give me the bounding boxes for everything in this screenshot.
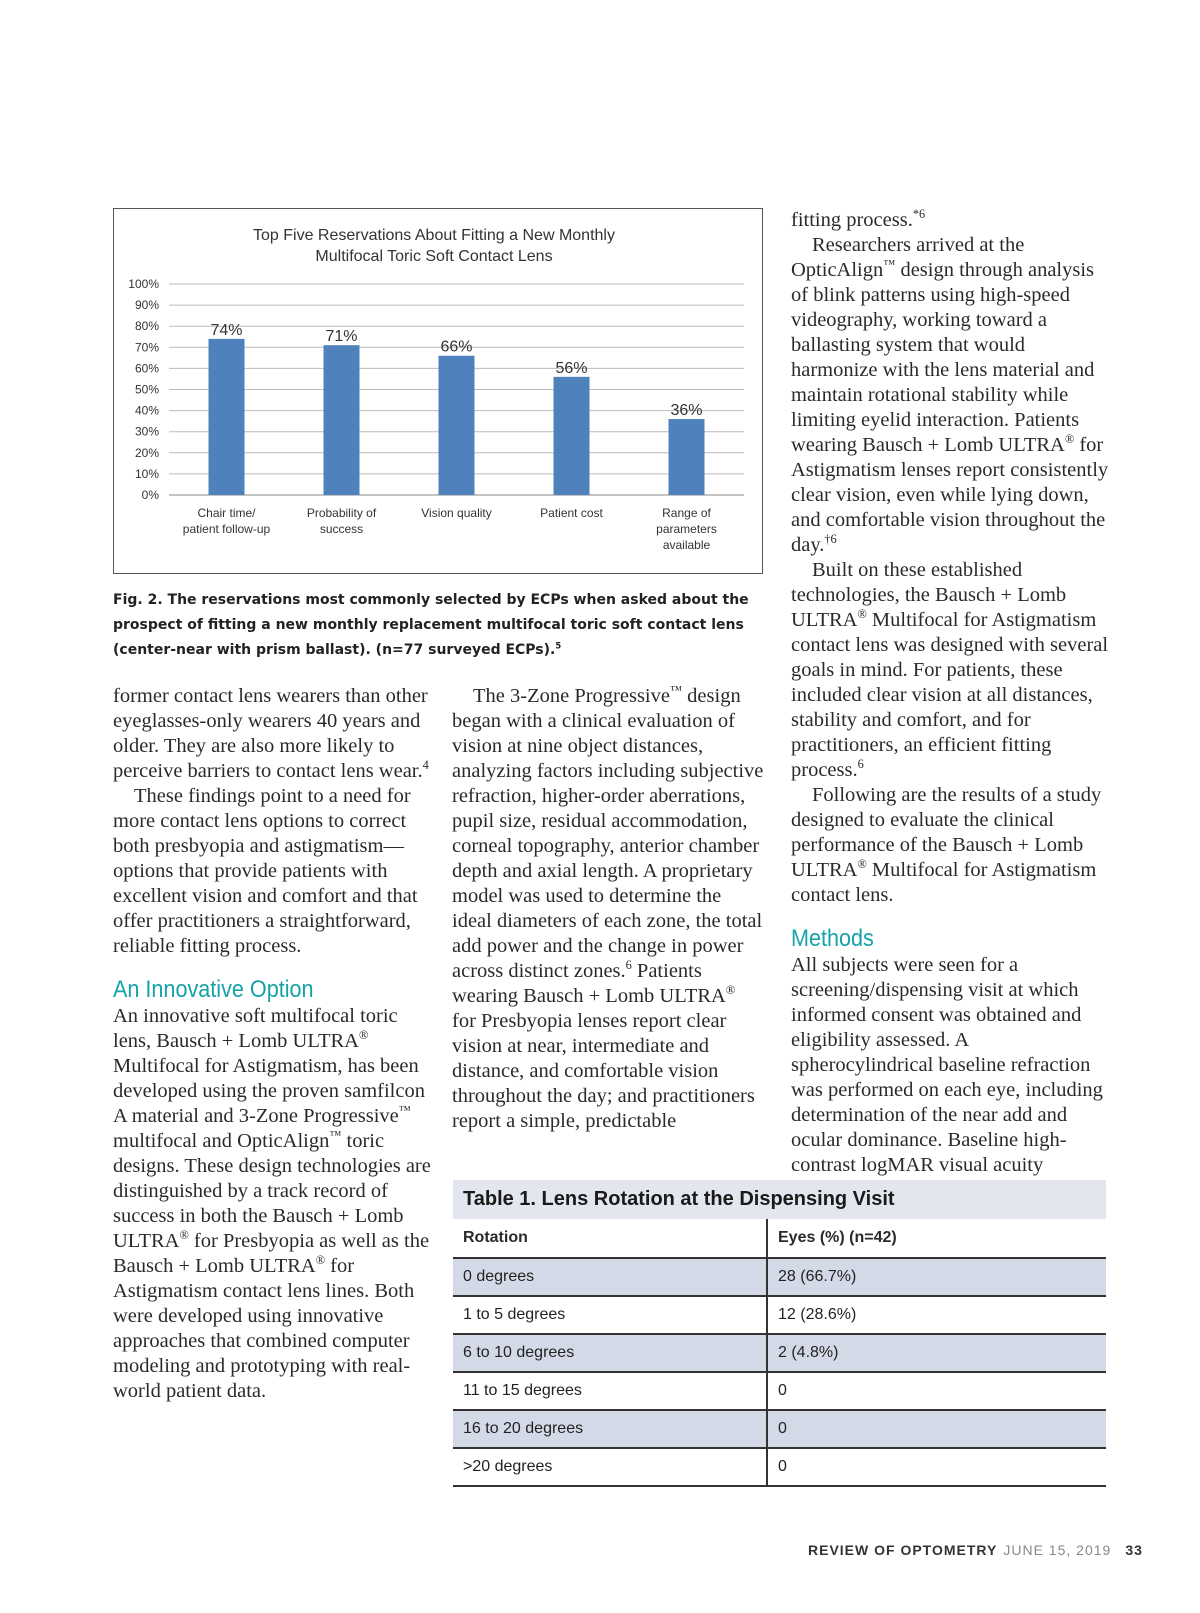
body-text: multifocal and OpticAlign: [113, 1130, 330, 1152]
y-tick-label: 90%: [134, 298, 159, 313]
category-label: [307, 506, 377, 536]
body-text: for Astigmatism lenses report consistently clear vision, even while lying down, and comfortable vision throughout the day.: [791, 434, 1109, 556]
table-row: [453, 1334, 1106, 1372]
category-label: [540, 506, 603, 520]
figure-caption: [113, 588, 753, 663]
table-cell: 0: [767, 1448, 1106, 1486]
category-label-line: Patient cost: [540, 506, 603, 520]
y-tick-label: 50%: [134, 382, 159, 397]
body-text: Multifocal for Astigmatism, has been developed using the proven samfilcon A material and 3-Zone Progressive: [113, 1055, 425, 1127]
category-label-line: Vision quality: [421, 506, 492, 520]
page-number: 33: [1125, 1542, 1143, 1558]
category-label-line: patient follow-up: [182, 522, 271, 536]
bar: [209, 339, 245, 495]
table-row: [453, 1448, 1106, 1486]
category-label-line: available: [662, 538, 711, 552]
category-label-line: parameters: [656, 522, 717, 536]
y-tick-label: 10%: [134, 466, 159, 481]
column-2: [452, 684, 764, 1134]
reference: 4: [422, 758, 429, 773]
bar-chart: [114, 209, 764, 575]
y-tick-label: 70%: [134, 340, 159, 355]
section-heading-methods: Methods: [791, 925, 874, 952]
y-tick-label: 80%: [134, 319, 159, 334]
caption-ref: 5: [555, 640, 562, 651]
table: [453, 1219, 1106, 1487]
category-label-line: Probability of: [306, 506, 377, 520]
category-label-line: Range of: [662, 506, 711, 520]
table-cell: 2 (4.8%): [767, 1334, 1106, 1372]
table-header-row: [453, 1219, 1106, 1258]
paragraph: These findings point to a need for more contact lens options to correct both presbyopia and astigmatism—options that provide patients with excellent vision and comfort and that offer practitioners a straightforward, reliable fitting process.: [113, 785, 418, 957]
body-text: toric designs. These design technologies are distinguished by a track record of success in both the Bausch + Lomb ULTRA: [113, 1130, 431, 1252]
bar: [554, 377, 590, 495]
table-cell: 0 degrees: [453, 1258, 767, 1296]
registered-mark: ®: [1064, 432, 1075, 447]
bar: [439, 356, 475, 495]
table-cell: 12 (28.6%): [767, 1296, 1106, 1334]
body-text: The 3-Zone Progressive: [473, 685, 670, 707]
data-label: 56%: [555, 359, 588, 377]
bar: [324, 345, 360, 495]
body-text: Built on these established technologies, the Bausch + Lomb ULTRA: [791, 559, 1067, 631]
y-tick-label: 40%: [134, 403, 159, 418]
body-text: design through analysis of blink patterns using high-speed videography, working toward a ballasting system that would harmonize with the lens material and maintain rotational stability while limiting eyelid interaction. Patients wearing Bausch + Lomb ULTRA: [791, 259, 1095, 456]
reference: †6: [824, 532, 837, 547]
data-label: 36%: [670, 402, 703, 420]
paragraph: [113, 684, 431, 784]
y-tick-label: 0%: [141, 488, 159, 502]
registered-mark: ®: [179, 1228, 189, 1243]
registered-mark: ®: [857, 607, 867, 622]
figure-2-chart: [113, 208, 763, 574]
column-header-rotation: Rotation: [453, 1219, 767, 1258]
table-lens-rotation: [453, 1180, 1106, 1487]
table-cell: 28 (66.7%): [767, 1258, 1106, 1296]
column-1: [113, 684, 431, 1404]
body-text: Researchers arrived at the OpticAlign: [791, 234, 1025, 281]
issue-date: JUNE 15, 2019: [1003, 1542, 1112, 1558]
y-tick-label: 20%: [134, 445, 159, 460]
body-text: for Astigmatism contact lens lines. Both were developed using innovative approaches that combined computer modeling and prototyping with real-world patient data.: [113, 1255, 415, 1402]
paragraph: [791, 783, 1109, 908]
caption-label: Fig. 2.: [113, 592, 163, 608]
category-label: [183, 506, 271, 536]
y-tick-label: 60%: [134, 361, 159, 376]
body-text: Patients wearing Bausch + Lomb ULTRA: [452, 960, 726, 1007]
paragraph: [791, 233, 1109, 558]
category-label-line: success: [319, 522, 364, 536]
body-text: An innovative soft multifocal toric lens, Bausch + Lomb ULTRA: [113, 1005, 398, 1052]
data-label: 71%: [325, 328, 358, 346]
table-cell: 0: [767, 1372, 1106, 1410]
table-row: [453, 1296, 1106, 1334]
column-3: [791, 208, 1109, 1178]
table-cell: 6 to 10 degrees: [453, 1334, 767, 1372]
y-tick-label: 100%: [128, 277, 159, 291]
table-row: [453, 1258, 1106, 1296]
category-label-line: Chair time/: [197, 506, 256, 520]
table-cell: 16 to 20 degrees: [453, 1410, 767, 1448]
body-text: for Presbyopia as well as the Bausch + Lomb ULTRA: [113, 1230, 430, 1277]
table-cell: 1 to 5 degrees: [453, 1296, 767, 1334]
reference: 6: [857, 757, 864, 772]
data-label: 74%: [210, 321, 243, 339]
journal-name: REVIEW OF OPTOMETRY: [808, 1542, 998, 1558]
chart-title-line-2: Multifocal Toric Soft Contact Lens: [315, 248, 553, 265]
body-text: Multifocal for Astigmatism contact lens was designed with several goals in mind. For patients, these included clear vision at all distances, stability and comfort, and for practitioners, an efficient fitting process.: [791, 609, 1109, 781]
column-header-eyes: Eyes (%) (n=42): [767, 1219, 1106, 1258]
body-text: Multifocal for Astigmatism contact lens.: [791, 859, 1097, 906]
category-label: [421, 506, 492, 520]
category-label: [656, 506, 717, 552]
table-cell: >20 degrees: [453, 1448, 767, 1486]
trademark-mark: ™: [669, 683, 683, 698]
paragraph: [791, 208, 1109, 233]
table-title: Table 1. Lens Rotation at the Dispensing Visit: [453, 1180, 1106, 1219]
trademark-mark: ™: [398, 1103, 411, 1118]
caption-text: The reservations most commonly selected by ECPs when asked about the prospect of fitting a new monthly replacement multifocal toric soft contact lens (center-near with prism ballast). (n=77 surveyed ECPs).: [113, 592, 749, 658]
y-tick-label: 30%: [134, 424, 159, 439]
body-text: fitting process.: [791, 209, 913, 231]
data-label: 66%: [440, 338, 473, 356]
paragraph: All subjects were seen for a screening/dispensing visit at which informed consent was obtained and eligibility assessed. A spherocylindrical baseline refraction was performed on each eye, including determination of the near add and ocular dominance. Baseline high-contrast logMAR visual acuity: [791, 954, 1103, 1176]
paragraph: [791, 558, 1109, 783]
paragraph: [452, 684, 764, 1134]
chart-title-line-1: Top Five Reservations About Fitting a New Monthly: [253, 227, 615, 244]
table-cell: 0: [767, 1410, 1106, 1448]
reference: *6: [912, 207, 926, 222]
trademark-mark: ™: [883, 257, 896, 272]
page-footer: [808, 1542, 1143, 1558]
table-row: [453, 1372, 1106, 1410]
trademark-mark: ™: [329, 1128, 342, 1143]
body-text: design began with a clinical evaluation of vision at nine object distances, analyzing factors including subjective refraction, higher-order aberrations, pupil size, residual accommodation, corneal topography, anterior chamber depth and axial length. A proprietary model was used to determine the ideal diameters of each zone, the total add power and the change in power across distinct zones.: [452, 685, 764, 982]
section-heading-innovative-option: An Innovative Option: [113, 976, 314, 1003]
registered-mark: ®: [725, 983, 736, 998]
table-row: [453, 1410, 1106, 1448]
registered-mark: ®: [857, 857, 867, 872]
reference: 6: [625, 958, 632, 973]
paragraph: [113, 1004, 431, 1404]
registered-mark: ®: [315, 1253, 326, 1268]
table-cell: 11 to 15 degrees: [453, 1372, 767, 1410]
body-text: for Presbyopia lenses report clear vision at near, intermediate and distance, and comfortable vision throughout the day; and practitioners report a simple, predictable: [452, 1010, 755, 1132]
body-text: former contact lens wearers than other eyeglasses-only wearers 40 years and older. They are also more likely to perceive barriers to contact lens wear.: [113, 685, 428, 782]
bar: [669, 419, 705, 495]
body-text: Following are the results of a study designed to evaluate the clinical performance of the Bausch + Lomb ULTRA: [791, 784, 1102, 881]
registered-mark: ®: [358, 1028, 369, 1043]
